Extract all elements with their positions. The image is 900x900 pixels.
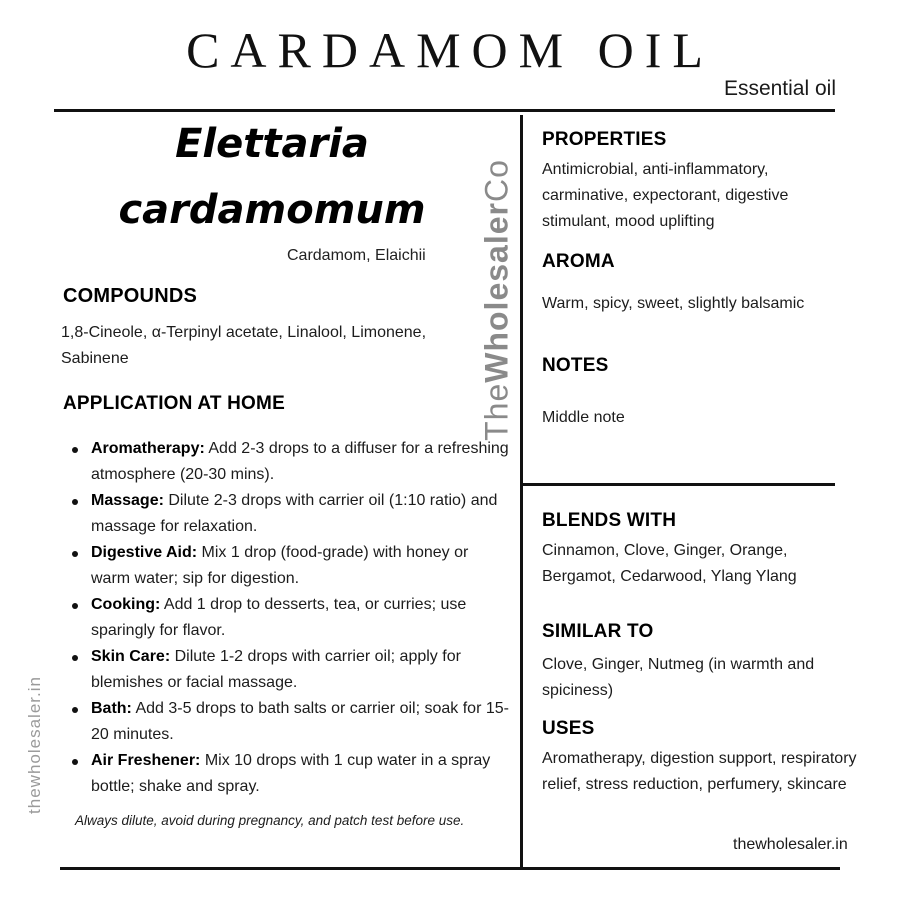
common-names: Cardamom, Elaichii (287, 247, 426, 264)
top-divider (54, 109, 835, 112)
notes-text: Middle note (542, 409, 625, 426)
item-label: Bath: (91, 700, 132, 717)
list-item (70, 488, 510, 540)
bottom-divider (60, 867, 840, 870)
application-list (70, 436, 510, 800)
item-text: Add 3-5 drops to bath salts or carrier oil; soak for 15-20 minutes. (91, 700, 509, 743)
column-divider (520, 115, 523, 868)
item-text: Dilute 2-3 drops with carrier oil (1:10 ratio) and massage for relaxation. (91, 492, 498, 535)
similar-to-text: Clove, Ginger, Nutmeg (in warmth and spiciness) (542, 656, 815, 699)
list-item (70, 540, 510, 592)
compounds-heading: COMPOUNDS (63, 285, 198, 307)
notes-heading: NOTES (542, 355, 609, 376)
uses-text: Aromatherapy, digestion support, respiratory relief, stress reduction, perfumery, skincare (542, 750, 857, 793)
safety-warning: Always dilute, avoid during pregnancy, and patch test before use. (75, 813, 465, 828)
item-text: Mix 10 drops with 1 cup water in a spray bottle; shake and spray. (91, 752, 491, 795)
uses-heading: USES (542, 718, 595, 739)
bullet-icon (72, 603, 78, 609)
properties-heading: PROPERTIES (542, 129, 667, 150)
item-text: Add 1 drop to desserts, tea, or curries; use sparingly for flavor. (91, 596, 467, 639)
latin-name-genus: Elettaria (175, 121, 369, 167)
bullet-icon (72, 499, 78, 505)
latin-name-species: cardamomum (118, 187, 426, 233)
right-mid-divider (522, 483, 835, 486)
brand-watermark (479, 159, 516, 441)
watermark-bold: Wholesaler (478, 202, 515, 383)
item-text: Mix 1 drop (food-grade) with honey or warm water; sip for digestion. (91, 544, 469, 587)
aroma-text: Warm, spicy, sweet, slightly balsamic (542, 295, 805, 312)
bullet-icon (72, 759, 78, 765)
blends-with-text: Cinnamon, Clove, Ginger, Orange, Bergamot, Cedarwood, Ylang Ylang (542, 542, 797, 585)
item-label: Massage: (91, 492, 164, 509)
list-item (70, 748, 510, 800)
footer-website: thewholesaler.in (733, 836, 848, 853)
list-item (70, 644, 510, 696)
item-label: Air Freshener: (91, 752, 201, 769)
properties-text: Antimicrobial, anti-inflammatory, carminative, expectorant, digestive stimulant, mood uplifting (542, 161, 789, 230)
compounds-text: 1,8-Cineole, α-Terpinyl acetate, Linalool, Limonene, Sabinene (61, 324, 427, 367)
list-item (70, 592, 510, 644)
blends-with-heading: BLENDS WITH (542, 510, 677, 531)
item-text: Dilute 1-2 drops with carrier oil; apply for blemishes or facial massage. (91, 648, 461, 691)
list-item (70, 696, 510, 748)
aroma-heading: AROMA (542, 251, 615, 272)
watermark-prefix: The (478, 382, 515, 441)
item-text: Add 2-3 drops to a diffuser for a refreshing atmosphere (20-30 mins). (91, 440, 509, 483)
bullet-icon (72, 551, 78, 557)
item-label: Skin Care: (91, 648, 171, 665)
page-title: CARDAMOM OIL (186, 22, 714, 78)
bullet-icon (72, 655, 78, 661)
item-label: Aromatherapy: (91, 440, 205, 457)
list-item (70, 436, 510, 488)
page-subtitle: Essential oil (723, 77, 836, 100)
bullet-icon (72, 447, 78, 453)
similar-to-heading: SIMILAR TO (542, 621, 654, 642)
item-label: Cooking: (91, 596, 161, 613)
item-label: Digestive Aid: (91, 544, 198, 561)
application-heading: APPLICATION AT HOME (63, 393, 285, 414)
watermark-suffix: Co (478, 159, 515, 203)
bullet-icon (72, 707, 78, 713)
side-website-watermark: thewholesaler.in (25, 676, 44, 814)
